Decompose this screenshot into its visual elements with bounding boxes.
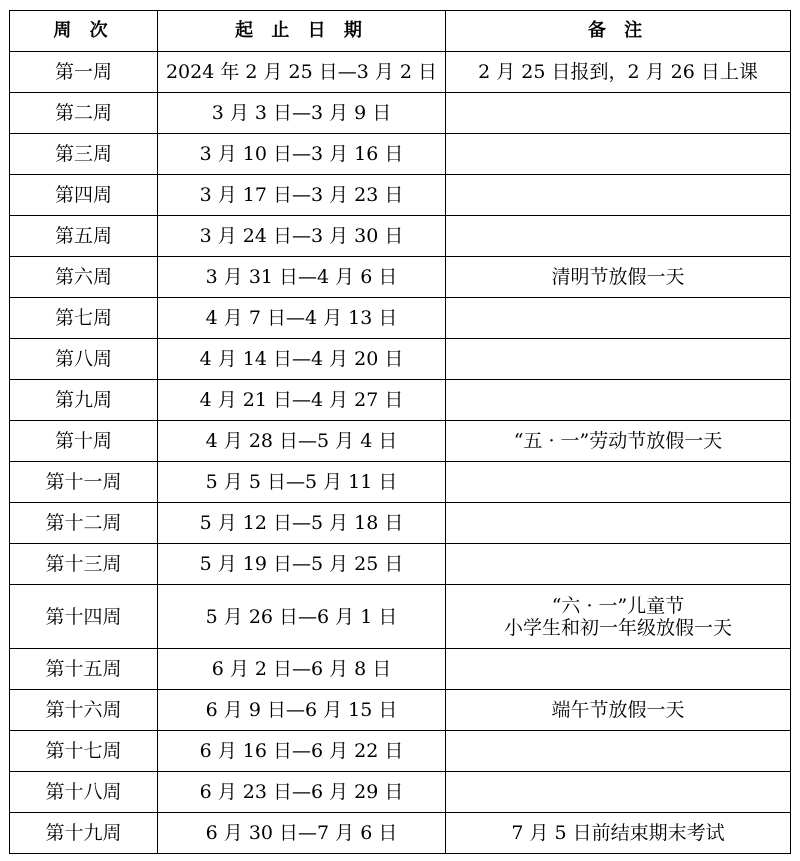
notes-cell xyxy=(446,544,791,585)
dates-cell: 2024 年 2 月 25 日—3 月 2 日 xyxy=(158,52,446,93)
dates-cell: 6 月 2 日—6 月 8 日 xyxy=(158,649,446,690)
table-row xyxy=(10,462,791,503)
dates-cell: 6 月 23 日—6 月 29 日 xyxy=(158,772,446,813)
table-row xyxy=(10,216,791,257)
table-row xyxy=(10,421,791,462)
week-cell: 第八周 xyxy=(10,339,158,380)
dates-cell: 4 月 14 日—4 月 20 日 xyxy=(158,339,446,380)
school-calendar-table xyxy=(9,10,791,854)
notes-cell xyxy=(446,216,791,257)
week-cell: 第十三周 xyxy=(10,544,158,585)
note-line: 2 月 25 日报到，2 月 26 日上课 xyxy=(478,61,758,83)
notes-cell xyxy=(446,175,791,216)
week-cell: 第十四周 xyxy=(10,585,158,649)
table-row xyxy=(10,544,791,585)
table-row xyxy=(10,52,791,93)
table-row xyxy=(10,649,791,690)
table-header xyxy=(10,11,791,52)
week-cell: 第三周 xyxy=(10,134,158,175)
notes-cell xyxy=(446,339,791,380)
notes-cell xyxy=(446,134,791,175)
dates-cell: 5 月 26 日—6 月 1 日 xyxy=(158,585,446,649)
dates-cell: 4 月 7 日—4 月 13 日 xyxy=(158,298,446,339)
week-cell: 第十一周 xyxy=(10,462,158,503)
table-row xyxy=(10,339,791,380)
header-notes: 备 注 xyxy=(446,11,791,52)
week-cell: 第九周 xyxy=(10,380,158,421)
table-row xyxy=(10,93,791,134)
table-row xyxy=(10,690,791,731)
dates-cell: 3 月 10 日—3 月 16 日 xyxy=(158,134,446,175)
dates-cell: 5 月 5 日—5 月 11 日 xyxy=(158,462,446,503)
week-cell: 第五周 xyxy=(10,216,158,257)
header-week: 周 次 xyxy=(10,11,158,52)
header-row xyxy=(10,11,791,52)
note-line: 7 月 5 日前结束期末考试 xyxy=(511,822,725,844)
notes-cell xyxy=(446,503,791,544)
dates-cell: 3 月 31 日—4 月 6 日 xyxy=(158,257,446,298)
dates-cell: 4 月 28 日—5 月 4 日 xyxy=(158,421,446,462)
dates-cell: 3 月 3 日—3 月 9 日 xyxy=(158,93,446,134)
week-cell: 第十六周 xyxy=(10,690,158,731)
week-cell: 第十九周 xyxy=(10,813,158,854)
notes-cell xyxy=(446,380,791,421)
notes-cell xyxy=(446,649,791,690)
table-row xyxy=(10,813,791,854)
week-cell: 第十二周 xyxy=(10,503,158,544)
table-row xyxy=(10,731,791,772)
dates-cell: 6 月 16 日—6 月 22 日 xyxy=(158,731,446,772)
dates-cell: 3 月 24 日—3 月 30 日 xyxy=(158,216,446,257)
table-row xyxy=(10,503,791,544)
note-line: 小学生和初一年级放假一天 xyxy=(503,616,732,639)
table-row xyxy=(10,134,791,175)
note-line: 端午节放假一天 xyxy=(551,699,685,721)
notes-cell xyxy=(446,298,791,339)
dates-cell: 4 月 21 日—4 月 27 日 xyxy=(158,380,446,421)
table-row xyxy=(10,175,791,216)
table-row xyxy=(10,257,791,298)
notes-cell xyxy=(446,690,791,731)
week-cell: 第一周 xyxy=(10,52,158,93)
table-row xyxy=(10,772,791,813)
dates-cell: 6 月 30 日—7 月 6 日 xyxy=(158,813,446,854)
table-body xyxy=(10,52,791,854)
dates-cell: 5 月 19 日—5 月 25 日 xyxy=(158,544,446,585)
notes-cell xyxy=(446,585,791,649)
week-cell: 第十周 xyxy=(10,421,158,462)
week-cell: 第二周 xyxy=(10,93,158,134)
notes-cell xyxy=(446,462,791,503)
week-cell: 第四周 xyxy=(10,175,158,216)
week-cell: 第十七周 xyxy=(10,731,158,772)
dates-cell: 5 月 12 日—5 月 18 日 xyxy=(158,503,446,544)
week-cell: 第七周 xyxy=(10,298,158,339)
notes-cell xyxy=(446,93,791,134)
notes-cell xyxy=(446,731,791,772)
notes-cell xyxy=(446,421,791,462)
note-line: “六 · 一”儿童节 xyxy=(551,594,685,617)
note-line: 清明节放假一天 xyxy=(551,266,685,288)
table-row xyxy=(10,380,791,421)
week-cell: 第十五周 xyxy=(10,649,158,690)
week-cell: 第十八周 xyxy=(10,772,158,813)
header-dates: 起 止 日 期 xyxy=(158,11,446,52)
dates-cell: 3 月 17 日—3 月 23 日 xyxy=(158,175,446,216)
notes-cell xyxy=(446,813,791,854)
dates-cell: 6 月 9 日—6 月 15 日 xyxy=(158,690,446,731)
notes-cell xyxy=(446,772,791,813)
table-row xyxy=(10,298,791,339)
notes-cell xyxy=(446,52,791,93)
note-line: “五 · 一”劳动节放假一天 xyxy=(513,430,723,452)
week-cell: 第六周 xyxy=(10,257,158,298)
notes-cell xyxy=(446,257,791,298)
table-row xyxy=(10,585,791,649)
